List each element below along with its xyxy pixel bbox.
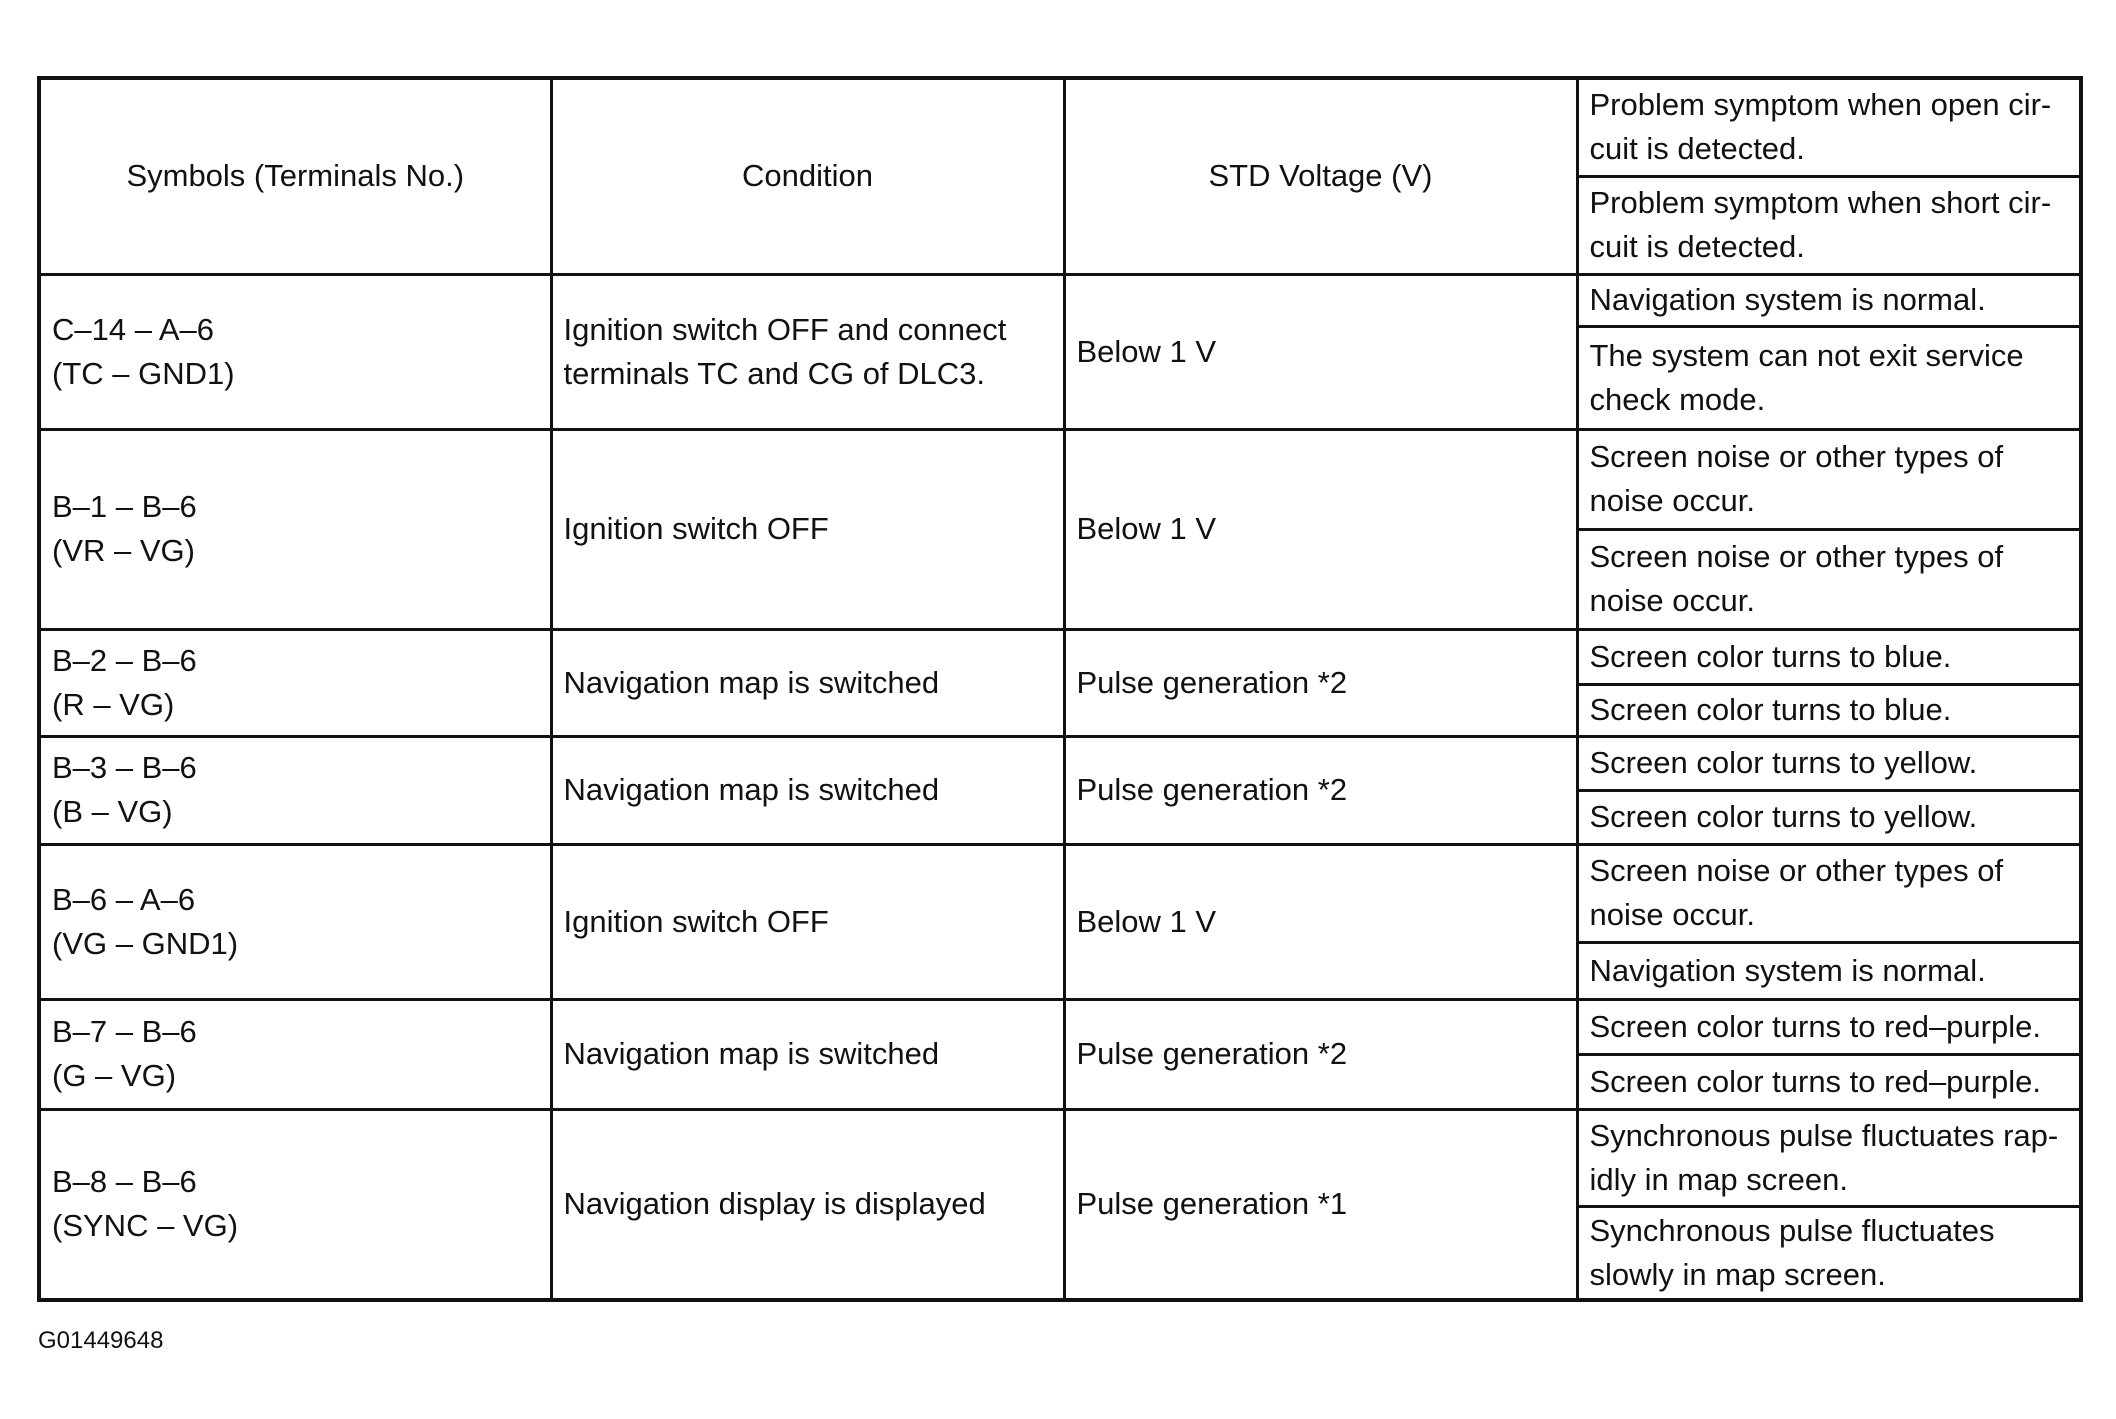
terminal-symbols: (R – VG) [52,686,175,722]
header-open-circuit-symptom: Problem symptom when open cir-cuit is detected. [1577,78,2081,176]
terminal-numbers: B–6 – A–6 [52,881,196,917]
terminal-cell [39,736,551,844]
condition-cell: Navigation display is displayed [551,1109,1064,1300]
figure-id: G01449648 [38,1327,164,1354]
terminal-numbers: B–7 – B–6 [52,1014,197,1049]
open-circuit-symptom: Screen noise or other types of noise occur. [1577,844,2081,942]
table-header-row [39,78,2081,176]
open-circuit-symptom: Navigation system is normal. [1577,274,2081,326]
terminal-symbols: (VG – GND1) [52,925,239,961]
open-circuit-symptom: Screen color turns to blue. [1577,629,2081,684]
terminal-symbols: (TC – GND1) [52,355,235,391]
voltage-cell: Pulse generation *1 [1064,1109,1577,1300]
condition-cell: Navigation map is switched [551,736,1064,844]
terminal-cell [39,629,551,736]
table-row [39,629,2081,684]
terminal-cell [39,844,551,999]
table-row [39,844,2081,942]
short-circuit-symptom: Navigation system is normal. [1577,942,2081,999]
table-row [39,999,2081,1054]
header-symbols: Symbols (Terminals No.) [39,78,551,274]
header-short-circuit-symptom: Problem symptom when short cir-cuit is detected. [1577,176,2081,274]
terminal-numbers: B–3 – B–6 [52,750,197,785]
table-row [39,429,2081,529]
condition-cell: Navigation map is switched [551,629,1064,736]
short-circuit-symptom: Screen color turns to yellow. [1577,790,2081,844]
open-circuit-symptom: Screen color turns to red–purple. [1577,999,2081,1054]
short-circuit-symptom: Screen color turns to red–purple. [1577,1054,2081,1109]
voltage-cell: Below 1 V [1064,844,1577,999]
open-circuit-symptom: Synchronous pulse fluctuates rap-idly in map screen. [1577,1109,2081,1206]
condition-cell: Ignition switch OFF [551,429,1064,629]
terminal-symbols: (VR – VG) [52,533,195,568]
terminal-voltage-table [37,76,2083,1302]
terminal-symbols: (B – VG) [52,794,173,829]
table-row [39,1109,2081,1206]
terminal-symbols: (SYNC – VG) [52,1208,239,1244]
terminal-inspection-sheet [37,76,2083,1302]
condition-cell: Ignition switch OFF and connect terminals TC and CG of DLC3. [551,274,1064,429]
open-circuit-symptom: Screen noise or other types of noise occur. [1577,429,2081,529]
terminal-numbers: C–14 – A–6 [52,311,215,347]
terminal-symbols: (G – VG) [52,1058,177,1093]
open-circuit-symptom: Screen color turns to yellow. [1577,736,2081,790]
terminal-numbers: B–2 – B–6 [52,642,197,678]
voltage-cell: Pulse generation *2 [1064,629,1577,736]
voltage-cell: Pulse generation *2 [1064,999,1577,1109]
header-condition: Condition [551,78,1064,274]
voltage-cell: Pulse generation *2 [1064,736,1577,844]
header-std-voltage: STD Voltage (V) [1064,78,1577,274]
table-row [39,736,2081,790]
short-circuit-symptom: The system can not exit service check mode. [1577,326,2081,429]
voltage-cell: Below 1 V [1064,274,1577,429]
terminal-cell [39,429,551,629]
terminal-numbers: B–8 – B–6 [52,1164,197,1200]
terminal-cell [39,1109,551,1300]
short-circuit-symptom: Synchronous pulse fluctuates slowly in map screen. [1577,1206,2081,1300]
condition-cell: Navigation map is switched [551,999,1064,1109]
voltage-cell: Below 1 V [1064,429,1577,629]
terminal-cell [39,274,551,429]
short-circuit-symptom: Screen noise or other types of noise occur. [1577,529,2081,629]
terminal-cell [39,999,551,1109]
table-row [39,274,2081,326]
terminal-numbers: B–1 – B–6 [52,489,197,524]
short-circuit-symptom: Screen color turns to blue. [1577,684,2081,736]
condition-cell: Ignition switch OFF [551,844,1064,999]
